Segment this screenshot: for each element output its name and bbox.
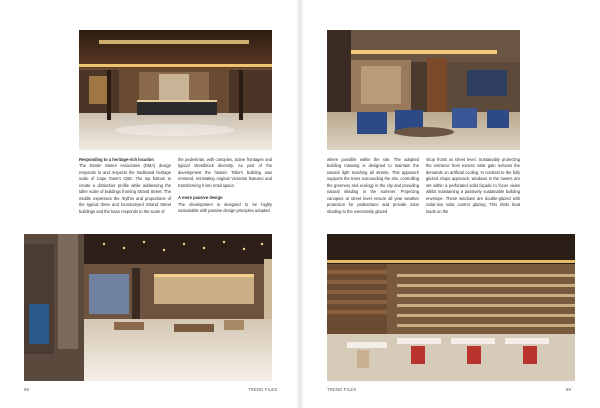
right-page <box>300 0 600 408</box>
body-text: the pedestrian, with canopies, active frontages and typical streetblock diversity. As part of the development the historic Tollie's building was restored, reinstating original Victorian features and transforming it into retail space. <box>178 157 272 188</box>
body-text: The Dexter Moren Associates (DMA) design responds to and respects the traditional heritage scale of Cape Town's CBD. The top bottom to create a distinctive profile while addressing the taller scale of buildings fronting Strand Street. The middle expresses the rhythm and proportions of the typical three and fourstoreyed Strand Street buildings and the base responds to the scale of <box>79 163 171 214</box>
hotel-restaurant-dining-photo <box>327 234 575 381</box>
publication-name: TREND FILES <box>327 387 357 392</box>
body-text: where possible within the site. The adopted building massing is designed to maintain the natural light reaching all streets. This approach supports the trees surrounding the site, controlling the greenery and ecology in the city and providing natural shading in the summer. Projecting canopies at street level ensure all year weather protection for pedestrians and provide solar shading to the extensively glazed <box>327 157 419 214</box>
right-text-column-2 <box>426 157 520 215</box>
publication-name-left: TREND FILES <box>248 387 278 392</box>
book-gutter <box>296 0 304 408</box>
page-number-left: 88 <box>24 387 30 392</box>
left-text-column-1 <box>79 157 171 215</box>
page-number-right: 89 <box>566 387 572 392</box>
left-text-column-2 <box>178 157 272 215</box>
hotel-lobby-reception-photo <box>79 30 272 150</box>
hotel-lobby-atrium-photo <box>24 234 272 381</box>
section-heading-passive-design: A more passive design <box>178 195 223 201</box>
body-text: shop fronts at street level. Sustainably protecting the entrance from excess solar gain reduces the demands on artificial cooling. In contrast to the fully glazed shops approach, windows in the towers are set within a perforated solid façade to focus views whilst maintaining a passively sustainable building envelope. These windows are double-glazed with Solar-low solar control glazing. This limits heat loads on the <box>426 157 520 214</box>
hotel-lounge-blue-chairs-photo <box>327 30 520 150</box>
body-text: The development is designed to be highly sustainable with passive design principles adopted <box>178 201 272 214</box>
section-heading-heritage: Responding to a heritage-rich location <box>79 157 154 162</box>
right-text-column-1 <box>327 157 419 215</box>
